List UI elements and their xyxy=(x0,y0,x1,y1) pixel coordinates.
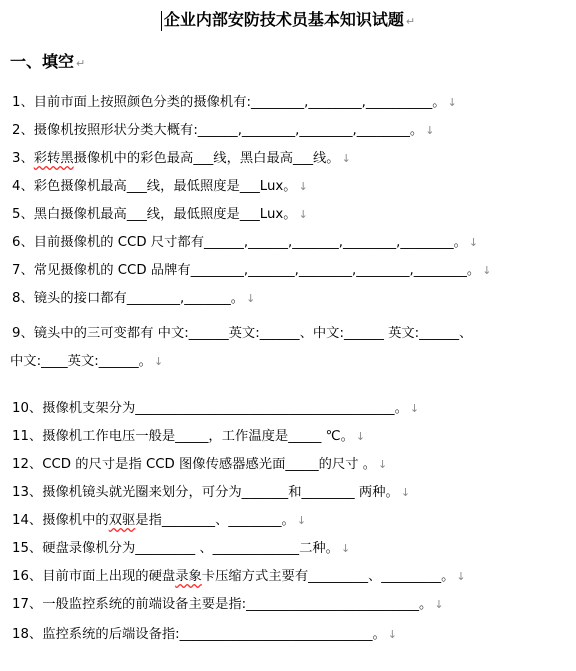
question-2 xyxy=(12,120,572,142)
question-text: 8、镜头的接口都有________,_______。 xyxy=(12,291,245,306)
document-title xyxy=(0,8,576,34)
question-12 xyxy=(12,454,572,476)
question-17 xyxy=(12,594,572,616)
line-break-icon: ↓ xyxy=(246,292,256,305)
spellcheck-flagged-word: 录象 xyxy=(175,569,202,584)
line-break-icon: ↓ xyxy=(153,355,164,368)
line-break-icon: ↓ xyxy=(296,514,307,527)
question-4 xyxy=(12,176,572,198)
line-break-icon: ↓ xyxy=(468,236,479,249)
line-break-icon: ↓ xyxy=(482,264,492,277)
line-break-icon: ↓ xyxy=(355,430,366,443)
section-heading-text: 一、填空 xyxy=(10,52,75,71)
document-title-text: 企业内部安防技术员基本知识试题 xyxy=(163,10,404,29)
question-7 xyxy=(12,260,572,282)
question-text: 1、目前市面上按照颜色分类的摄像机有:________,________,__________。 xyxy=(12,95,446,110)
question-text: 5、黑白摄像机最高___线，最低照度是___Lux。 xyxy=(12,207,297,222)
line-break-icon: ↓ xyxy=(298,208,308,221)
question-15 xyxy=(12,538,572,560)
paragraph-mark-icon: ↵ xyxy=(405,15,416,28)
line-break-icon: ↓ xyxy=(298,180,308,193)
question-text: 12、CCD 的尺寸是指 CCD 图像传感器感光面_____的尺寸 。 xyxy=(12,457,377,472)
question-text: 15、硬盘录像机分为_________ 、_____________二种。 xyxy=(12,541,339,556)
question-text: 4、彩色摄像机最高___线，最低照度是___Lux。 xyxy=(12,179,297,194)
question-text: 6、目前摄像机的 CCD 尺寸都有______,______,_______,________,________。 xyxy=(12,235,467,250)
line-break-icon: ↓ xyxy=(456,570,466,583)
question-text: 摄像机中的彩色最高___线，黑白最高___线。 xyxy=(73,151,340,166)
question-13 xyxy=(12,482,572,504)
text-cursor xyxy=(161,11,162,31)
line-break-icon: ↓ xyxy=(387,628,397,641)
question-9 xyxy=(12,320,572,376)
line-break-icon: ↓ xyxy=(340,542,351,555)
line-break-icon: ↓ xyxy=(409,402,420,415)
question-text: 9、镜头中的三可变都有 中文:______英文:______、中文:______ 英文:______、 xyxy=(12,326,473,341)
question-text: 10、摄像机支架分为_______________________________________。 xyxy=(12,401,408,416)
spellcheck-flagged-word: 双驱 xyxy=(108,513,136,528)
question-text: 13、摄像机镜头就光圈来划分，可分为_______和________ 两种。 xyxy=(12,485,399,500)
spellcheck-flagged-word: 彩转黑 xyxy=(33,151,74,166)
question-11 xyxy=(12,426,572,448)
question-text-continued-text: 中文:____英文:______。 xyxy=(10,354,152,369)
question-text: 7、常见摄像机的 CCD 品牌有________,_______,________,________,________。 xyxy=(12,263,481,278)
line-break-icon: ↓ xyxy=(434,598,444,611)
question-3 xyxy=(12,148,572,170)
question-text: 2、摄像机按照形状分类大概有:______,________,________,________。 xyxy=(12,123,424,138)
question-text-prefix: 3、 xyxy=(12,151,34,166)
question-text: 17、一般监控系统的前端设备主要是指:__________________________。 xyxy=(12,597,433,612)
paragraph-mark-icon: ↵ xyxy=(76,57,86,70)
question-text: 卡压缩方式主要有_________、_________。 xyxy=(201,569,455,584)
question-text-continued xyxy=(10,348,572,376)
question-8 xyxy=(12,288,572,310)
question-text-prefix: 14、摄像机中的 xyxy=(12,513,109,528)
question-text-prefix: 16、目前市面上出现的硬盘 xyxy=(12,569,176,584)
question-1 xyxy=(12,92,572,114)
line-break-icon: ↓ xyxy=(400,486,411,499)
question-text: 11、摄像机工作电压一般是_____，工作温度是_____ ℃。 xyxy=(12,429,354,444)
section-heading xyxy=(10,50,85,76)
question-14 xyxy=(12,510,572,532)
line-break-icon: ↓ xyxy=(425,124,435,137)
question-10 xyxy=(12,398,572,420)
question-6 xyxy=(12,232,572,254)
question-text: 18、监控系统的后端设备指:_____________________________。 xyxy=(12,627,386,642)
line-break-icon: ↓ xyxy=(378,458,388,471)
question-text: 是指________、________。 xyxy=(135,513,295,528)
line-break-icon: ↓ xyxy=(341,152,351,165)
question-16 xyxy=(12,566,572,588)
question-18 xyxy=(12,624,572,646)
line-break-icon: ↓ xyxy=(447,96,457,109)
question-5 xyxy=(12,204,572,226)
